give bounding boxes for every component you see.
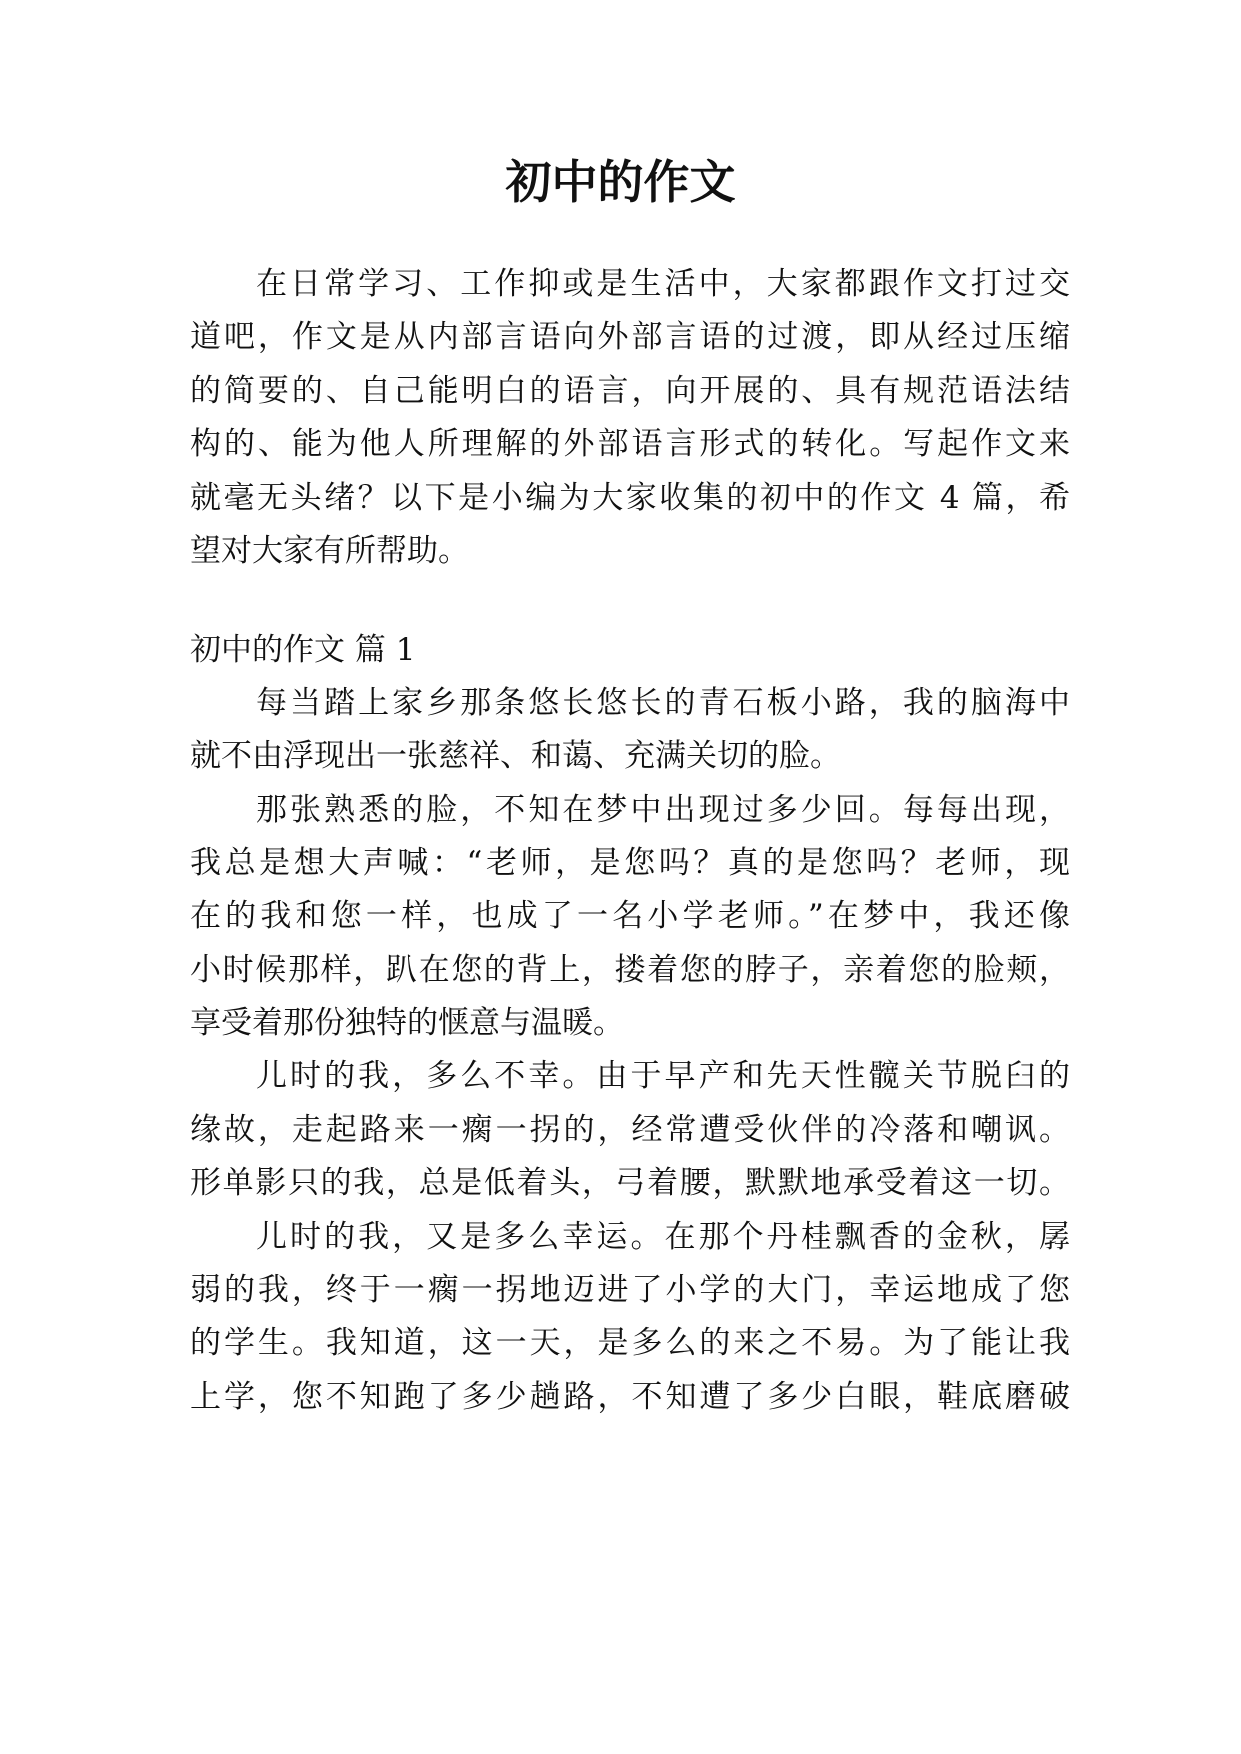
section-heading: 初中的作文 篇 1	[190, 632, 416, 668]
intro-line: 望对大家有所帮助。	[190, 533, 469, 569]
body-line: 形单影只的我，总是低着头，弓着腰，默默地承受着这一切。	[190, 1165, 1070, 1201]
document-title: 初中的作文	[505, 155, 736, 209]
intro-line: 构的、能为他人所理解的外部语言形式的转化。写起作文来	[190, 426, 1070, 462]
body-line: 缘故，走起路来一瘸一拐的，经常遭受伙伴的冷落和嘲讽。	[190, 1112, 1070, 1148]
intro-line: 在日常学习、工作抑或是生活中，大家都跟作文打过交	[256, 266, 1070, 302]
body-line: 我总是想大声喊：“老师，是您吗？真的是您吗？老师，现	[190, 845, 1070, 881]
body-line: 那张熟悉的脸，不知在梦中出现过多少回。每每出现，	[256, 792, 1070, 828]
body-line: 每当踏上家乡那条悠长悠长的青石板小路，我的脑海中	[256, 685, 1070, 721]
body-line: 的学生。我知道，这一天，是多么的来之不易。为了能让我	[190, 1325, 1070, 1361]
intro-line: 就毫无头绪？以下是小编为大家收集的初中的作文 4 篇，希	[190, 480, 1070, 516]
intro-line: 道吧，作文是从内部言语向外部言语的过渡，即从经过压缩	[190, 319, 1070, 355]
body-line: 儿时的我，多么不幸。由于早产和先天性髋关节脱臼的	[256, 1058, 1070, 1094]
body-line: 享受着那份独特的惬意与温暖。	[190, 1005, 624, 1041]
body-line: 小时候那样，趴在您的背上，搂着您的脖子，亲着您的脸颊，	[190, 952, 1070, 988]
body-line: 上学，您不知跑了多少趟路，不知遭了多少白眼，鞋底磨破	[190, 1379, 1070, 1415]
body-line: 弱的我，终于一瘸一拐地迈进了小学的大门，幸运地成了您	[190, 1272, 1070, 1308]
intro-line: 的简要的、自己能明白的语言，向开展的、具有规范语法结	[190, 373, 1070, 409]
body-line: 在的我和您一样，也成了一名小学老师。”在梦中，我还像	[190, 898, 1070, 934]
body-line: 儿时的我，又是多么幸运。在那个丹桂飘香的金秋，孱	[256, 1219, 1070, 1255]
body-line: 就不由浮现出一张慈祥、和蔼、充满关切的脸。	[190, 738, 841, 774]
